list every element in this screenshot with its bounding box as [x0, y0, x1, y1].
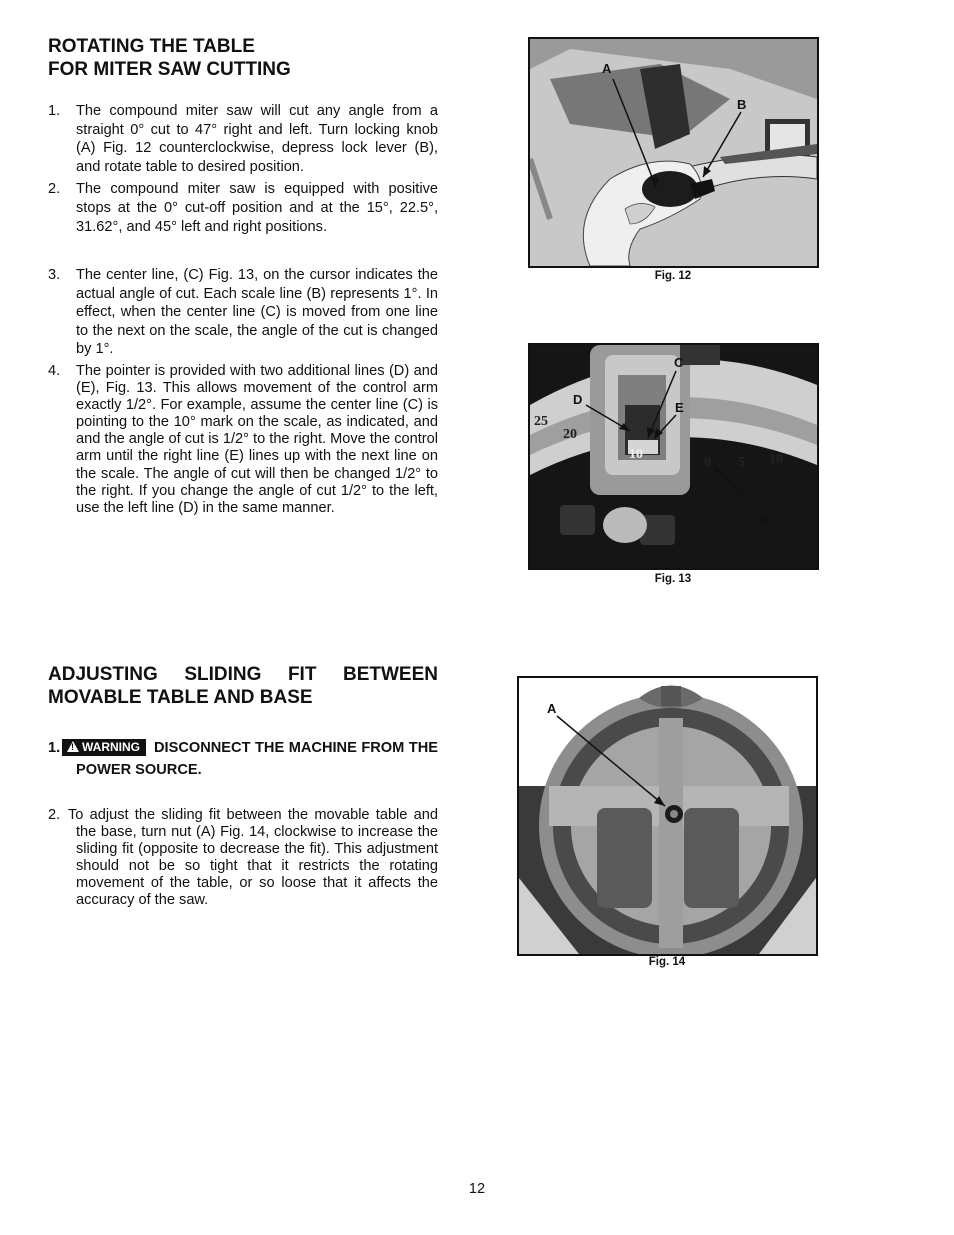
steps-list-part2	[48, 266, 438, 521]
scale-number: 10	[629, 447, 643, 462]
step-3	[48, 266, 438, 359]
step-2-adjust	[48, 807, 438, 910]
figure-12-leader-lines	[528, 37, 819, 268]
scale-number: 10	[769, 452, 783, 467]
callout-d: D	[573, 392, 583, 407]
callout-b: B	[737, 97, 747, 112]
step-text: The compound miter saw will cut any angle from a straight 0° cut to 47° right and left. Turn locking knob (A) Fig. 12 counterclockwise, depress lock lever (B), and rotate table to desired position.	[76, 103, 438, 175]
step-number: 3.	[48, 267, 61, 283]
section-sliding-fit	[48, 663, 438, 709]
title-line-1: ADJUSTING SLIDING FIT BETWEEN	[48, 664, 438, 685]
section-title-sliding-fit	[48, 663, 438, 709]
step-4	[48, 363, 438, 517]
step-text: The pointer is provided with two additional lines (D) and (E), Fig. 13. This allows movement of the control arm exactly 1/2°. For example, assume the center line (C) is pointing to the 10° mark on the scale, as indicated, and and the angle of cut is 1/2° to the right. Move the control arm until the right line (E) lines up with the next line on the scale. The angle of cut will then be changed 1/2° to the right. If you change the angle of cut 1/2° to the left, use the left line (D) in the same manner.	[76, 362, 438, 516]
warning-badge	[62, 739, 146, 756]
step-number: 1.	[48, 103, 61, 119]
title-line-2: MOVABLE TABLE AND BASE	[48, 687, 313, 708]
callout-b-scale: B	[761, 513, 771, 528]
step-number: 2.	[48, 181, 61, 198]
scale-number: 20	[563, 427, 577, 442]
figure-14-leader-lines	[517, 676, 818, 956]
warning-text: DISCONNECT THE MACHINE FROM THE POWER SOURCE.	[76, 740, 438, 778]
warning-step	[48, 737, 438, 781]
step-1	[48, 102, 438, 176]
figure-14-caption: Fig. 14	[648, 956, 686, 968]
step-text: The center line, (C) Fig. 13, on the cursor indicates the actual angle of cut. Each scale line (B) represents 1°. In effect, when the center line (C) is moved from one line to the next on the scale, the angle of the cut is changed by 1°.	[76, 267, 438, 358]
figure-12-caption: Fig. 12	[654, 270, 692, 282]
callout-a-nut: A	[547, 701, 557, 716]
step-2-sliding-fit	[48, 807, 438, 914]
figure-13-caption: Fig. 13	[654, 573, 692, 585]
section-title-rotating-table	[48, 35, 438, 81]
step-number: 4.	[48, 362, 61, 379]
step-2	[48, 180, 438, 236]
steps-list-part1	[48, 102, 438, 240]
scale-number: 5	[738, 455, 745, 470]
callout-c: C	[674, 355, 684, 370]
title-line-2: FOR MITER SAW CUTTING	[48, 59, 291, 80]
title-line-1: ROTATING THE TABLE	[48, 36, 255, 57]
warning-triangle-icon	[67, 741, 79, 752]
step-text: The compound miter saw is equipped with positive stops at the 0° cut-off position and at the 15°, 22.5°, 31.62°, and 45° left and right positions.	[76, 181, 438, 235]
warning-number: 1.	[48, 740, 61, 756]
step-number: 2.	[48, 807, 61, 823]
page-number: 12	[468, 1181, 486, 1197]
scale-number: 25	[534, 414, 548, 429]
warning-badge-label: WARNING	[82, 740, 140, 754]
step-text: To adjust the sliding fit between the movable table and the base, turn nut (A) Fig. 14, clockwise to increase the sliding fit (opposite to decrease the fit). This adjustment should not be so tight that it restricts the rotating movement of the table, or so loose that it affects the accuracy of the saw.	[68, 807, 438, 909]
callout-e: E	[675, 400, 684, 415]
callout-a: A	[602, 61, 612, 76]
scale-number: 0	[704, 455, 711, 470]
section-rotating-table	[48, 35, 438, 81]
warning-line	[48, 737, 438, 781]
